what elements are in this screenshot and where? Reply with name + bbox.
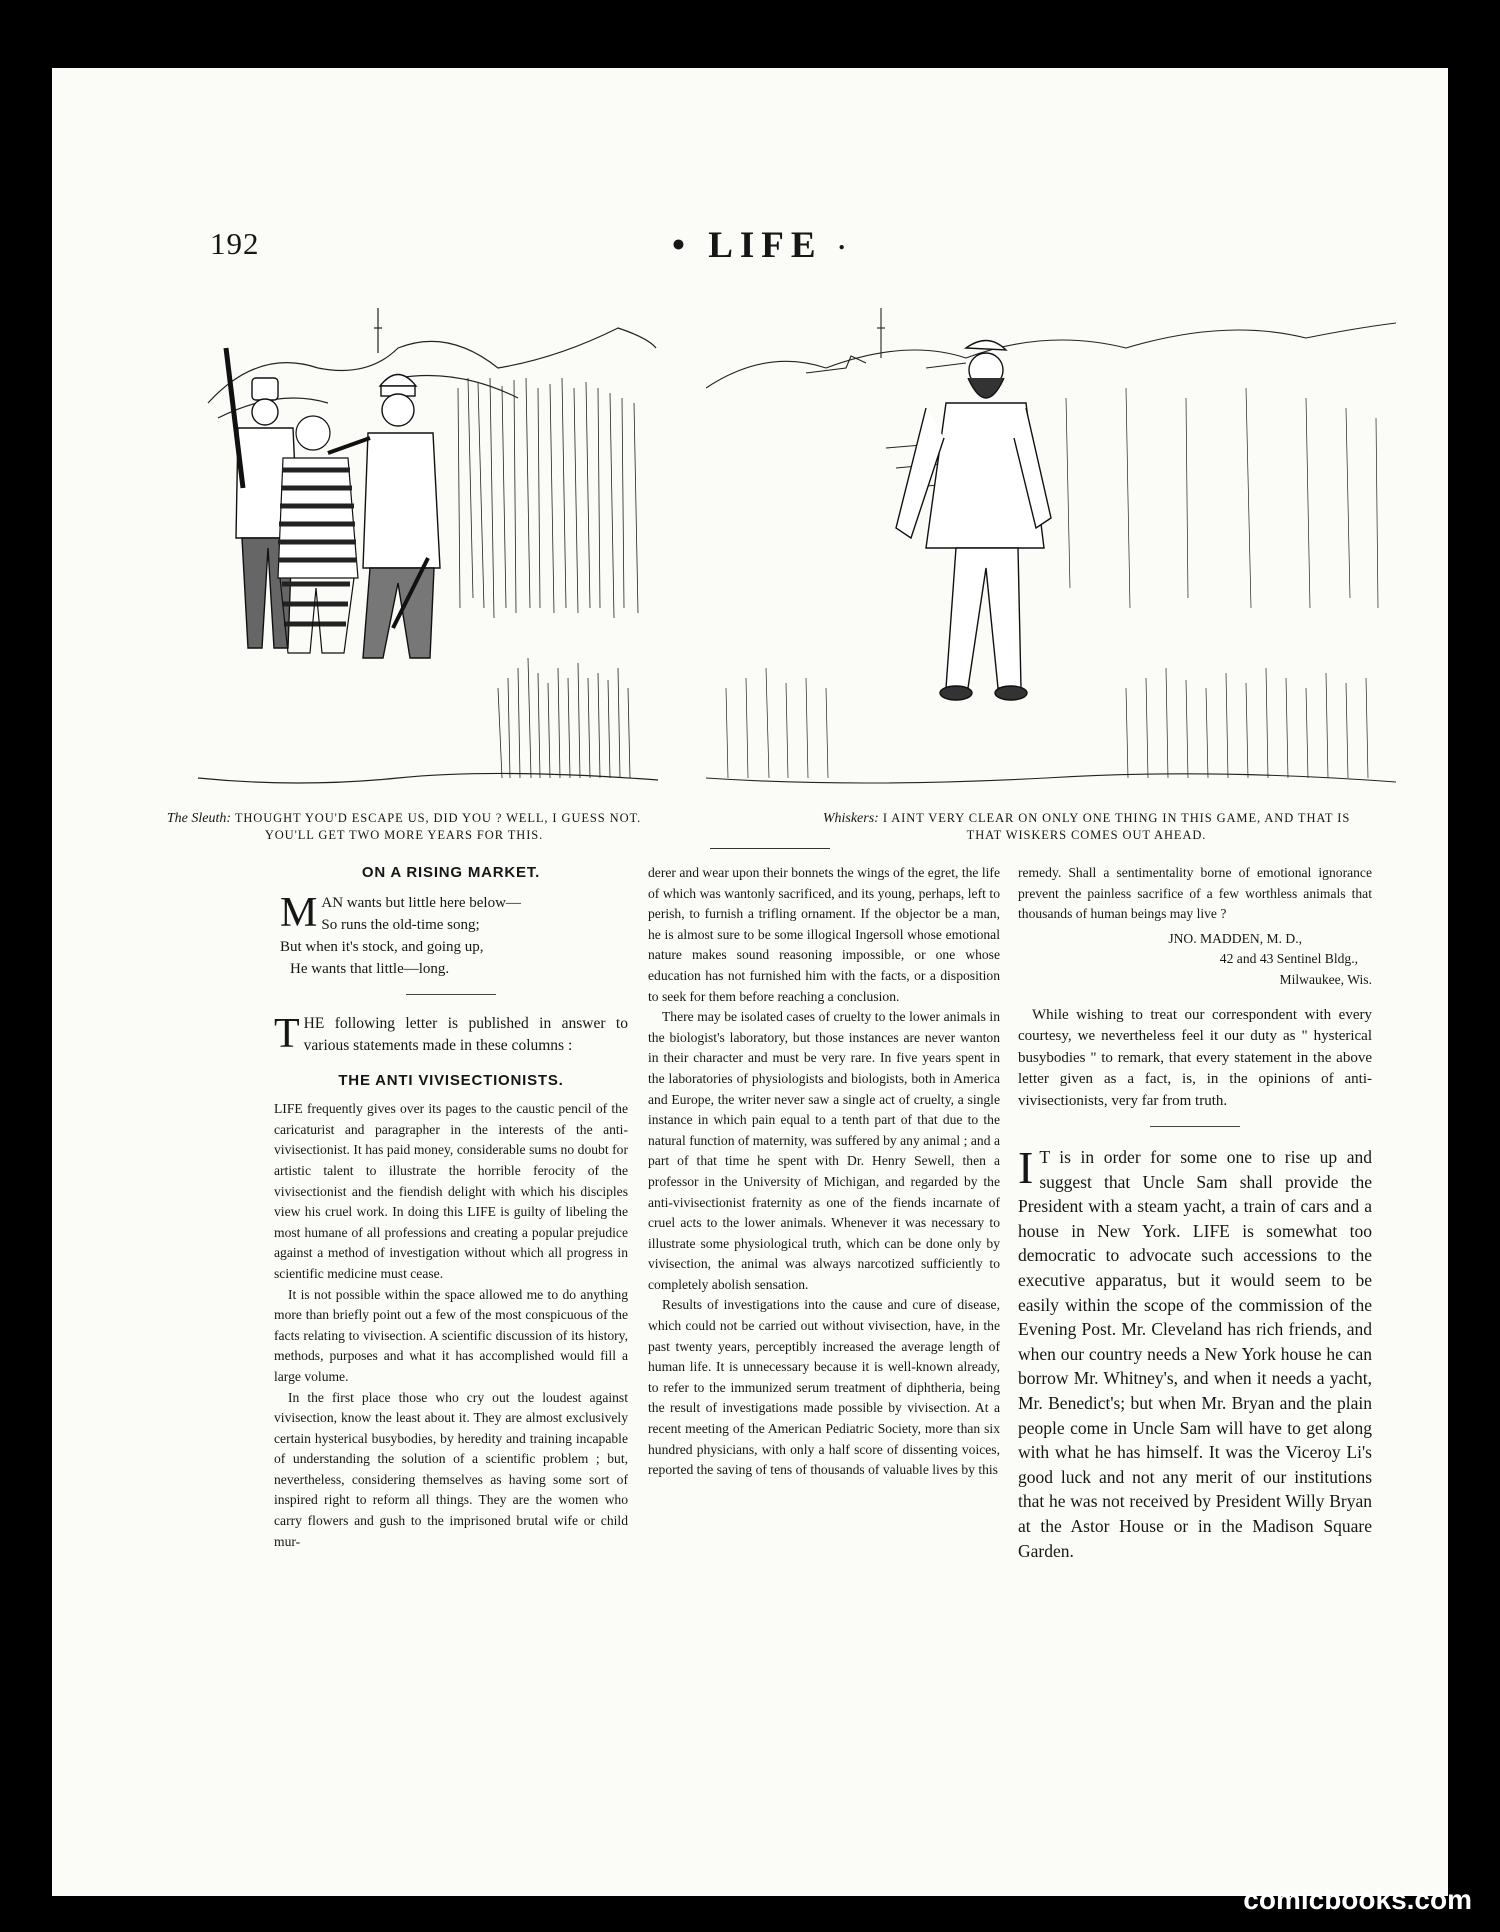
caption-divider: [710, 848, 830, 849]
editorial: [1018, 1142, 1372, 1563]
signature-name: JNO. MADDEN, M. D.,: [1168, 930, 1302, 946]
masthead-title: LIFE: [708, 225, 823, 266]
article-title: THE ANTI VIVISECTIONISTS.: [338, 1071, 564, 1089]
poem-line: AN wants but little here below—: [321, 894, 521, 911]
column-2: [648, 863, 1000, 1481]
intro-drop-cap: T: [274, 1010, 300, 1057]
caption-left-text: THOUGHT YOU'D ESCAPE US, DID YOU ? WELL, I GUESS NOT. YOU'LL GET TWO MORE YEARS FOR THIS.: [234, 811, 642, 842]
masthead-dot-right: •: [838, 239, 852, 257]
cartoon-whiskers-drawing: [706, 308, 1396, 798]
magazine-page: [52, 68, 1448, 1896]
column-3: [1018, 863, 1372, 1563]
masthead: [672, 224, 851, 267]
caption-right-speaker: Whiskers:: [822, 811, 879, 826]
caption-left-speaker: The Sleuth:: [166, 811, 232, 826]
article-paragraph: In the first place those who cry out the loudest against vivisection, know the least about it. They are almost exclusively certain hysterical busybodies, by heredity and training incapable of understanding the solution of a scientific problem ; but, nevertheless, considering themselves as having some sort of inspired right to reform all things. They are the women who carry flowers and gush to the imprisoned brutal wife or child mur-: [274, 1389, 628, 1549]
poem-line: He wants that little—long.: [290, 960, 450, 977]
letter-intro: [274, 1010, 628, 1057]
article-paragraph: Results of investigations into the cause and cure of disease, which could not be carried out without vivisection, have, in the past twenty years, perceptibly increased the average length of human life. It is unnecessary because it is well-known already, to refer to the immunized serum treatment of diphtheria, being the result of investigations made possible by vivisection. At a recent meeting of the American Pediatric Society, more than six hundred physicians, with only a half score of dissenting voices, reported the saving of tens of thousands of valuable lives by this: [648, 1297, 1000, 1478]
article-paragraph: remedy. Shall a sentimentality borne of emotional ignorance prevent the painless sacrifice of a few worthless animals that thousands of human beings may live ?: [1018, 865, 1372, 922]
editor-reply: While wishing to treat our correspondent with every courtesy, we nevertheless feel it our duty as " hysterical busybodies " to remark, that every statement in the above letter given as a fact, is, in the opinions of anti-vivisectionists, very far from truth.: [1018, 1006, 1372, 1109]
poem-drop-cap: M: [280, 889, 318, 936]
article-paragraph: There may be isolated cases of cruelty to the lower animals in the biologist's laboratory, but those instances are never wanton in their character and must be very rare. In five years spent in the laboratories of physiologists and biologists, both in America and Europe, the writer never saw a single act of cruelty, a single instance in which pain equal to a tenth part of that due to the natural function of maternity, was suffered by any animal ; and a part of that time he spent with Dr. Henry Sewell, then a professor in the University of Michigan, and regarded by the anti-vivisectionist fraternity as one of the fiends incarnate of cruel acts to the lower animals. Whenever it was necessary to illustrate some physiological truth, which can be done only by vivisection, the animal was always narcotized sufficiently to completely abolish sensation.: [648, 1009, 1000, 1292]
caption-right: [804, 810, 1369, 844]
article-paragraph: derer and wear upon their bonnets the wings of the egret, the life of which was wantonly sacrificed, and its young, perhaps, left to perish, to furnish a trifling ornament. If the objector be a man, he is almost sure to be some illogical Ingersoll whose emotional nature makes sound reasoning impossible, or one whose education has not furnished him with the facts, or a disposition to seek for them before reaching a conclusion.: [648, 865, 1000, 1004]
poem-title: ON A RISING MARKET.: [361, 864, 541, 881]
section-divider: [1150, 1126, 1240, 1127]
cartoon-sleuth-drawing: [198, 308, 658, 798]
poem-line: But when it's stock, and going up,: [280, 938, 484, 955]
caption-right-text: I AINT VERY CLEAR ON ONLY ONE THING IN THIS GAME, AND THAT IS THAT WISKERS COMES OUT AHEAD.: [882, 811, 1351, 842]
signature-city: Milwaukee, Wis.: [1279, 971, 1372, 987]
cartoon-whiskers-illustration: [706, 308, 1396, 798]
editorial-drop-cap: I: [1018, 1142, 1034, 1194]
masthead-dot-left: •: [672, 225, 692, 266]
editorial-text: T is in order for some one to rise up and suggest that Uncle Sam shall provide the President with a steam yacht, a train of cars and a house in New York. LIFE is somewhat too democratic to advocate such accessions to the executive apparatus, but it would seem to be easily within the scope of the commission of the Evening Post. Mr. Cleveland has rich friends, and when our country needs a New York house he can borrow Mr. Whitney's, and when it needs a yacht, Mr. Benedict's; but when Mr. Bryan and the plain people come in Uncle Sam will have to get along with what he has himself. It was the Viceroy Li's good luck and not any merit of our institutions that he was not received by President Willy Bryan at the Astor House or in the Madison Square Garden.: [1018, 1147, 1372, 1561]
section-divider: [406, 994, 496, 995]
column-1: [274, 863, 628, 1552]
poem: [280, 889, 628, 980]
signature-address: 42 and 43 Sentinel Bldg.,: [1219, 951, 1358, 967]
article-paragraph: It is not possible within the space allowed me to do anything more than briefly point out a few of the most conspicuous of the facts relating to vivisection. A scientific discussion of its history, methods, purposes and what it has accomplished would fill a large volume.: [274, 1286, 628, 1384]
site-watermark: comicbooks.com: [1243, 1884, 1472, 1915]
cartoon-sleuth-illustration: [198, 308, 658, 798]
page-number: 192: [210, 226, 260, 261]
poem-line: So runs the old-time song;: [321, 916, 480, 933]
article-paragraph: LIFE frequently gives over its pages to the caustic pencil of the caricaturist and paragrapher in the interests of the anti-vivisectionist. It has paid money, considerable sums no doubt for artistic talent to illustrate the horrible ferocity of the vivisectionist and the fiendish delight with which his disciples view his cruel work. In doing this LIFE is guilty of libeling the most humane of all professions and creating a popular prejudice against a method of investigation without which all progress in scientific medicine must cease.: [274, 1101, 628, 1281]
caption-left: [144, 810, 664, 844]
intro-text: HE following letter is published in answer to various statements made in these columns :: [303, 1014, 628, 1054]
